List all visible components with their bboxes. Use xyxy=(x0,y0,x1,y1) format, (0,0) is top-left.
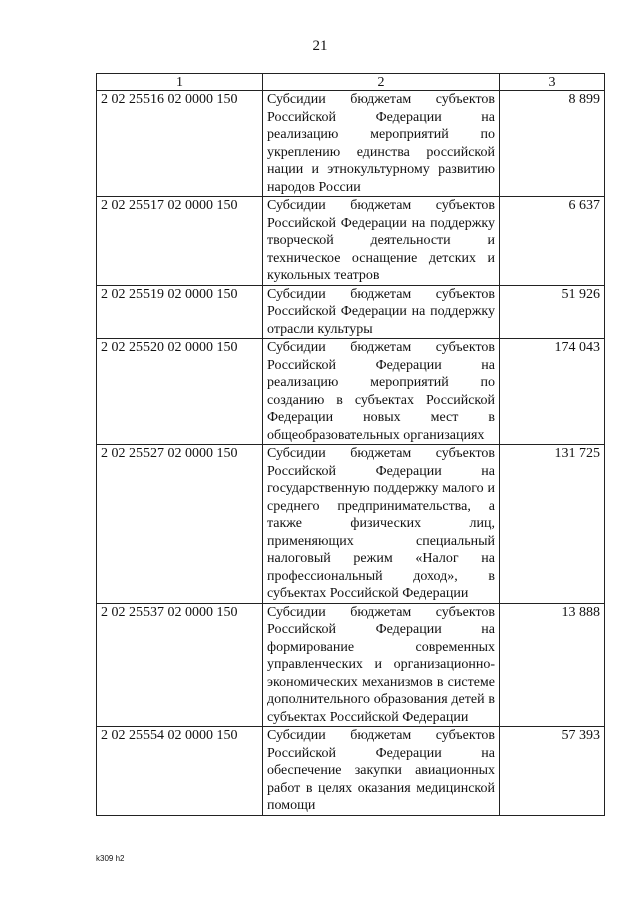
table-row xyxy=(97,197,605,286)
budget-code: 2 02 25554 02 0000 150 xyxy=(97,727,263,816)
subsidy-description: Субсидии бюджетам субъектов Российской Федерации на обеспечение закупки авиационных работ в целях оказания медицинской помощи xyxy=(263,727,500,816)
subsidy-description: Субсидии бюджетам субъектов Российской Федерации на поддержку отрасли культуры xyxy=(263,285,500,339)
column-header-2: 2 xyxy=(263,74,500,91)
table-row xyxy=(97,603,605,727)
table-row xyxy=(97,445,605,604)
budget-code: 2 02 25537 02 0000 150 xyxy=(97,603,263,727)
table-row xyxy=(97,339,605,445)
footer-code: k309 h2 xyxy=(96,854,125,863)
budget-code: 2 02 25517 02 0000 150 xyxy=(97,197,263,286)
amount: 8 899 xyxy=(500,91,605,197)
table-body xyxy=(97,91,605,816)
column-header-3: 3 xyxy=(500,74,605,91)
amount: 174 043 xyxy=(500,339,605,445)
budget-code: 2 02 25520 02 0000 150 xyxy=(97,339,263,445)
table-row xyxy=(97,727,605,816)
subsidy-description: Субсидии бюджетам субъектов Российской Федерации на реализацию мероприятий по созданию в субъектах Российской Федерации новых мест в общеобразовательных организациях xyxy=(263,339,500,445)
column-header-1: 1 xyxy=(97,74,263,91)
subsidy-description: Субсидии бюджетам субъектов Российской Федерации на формирование современных управленческих и организационно-экономических механизмов в системе дополнительного образования детей в субъектах Российской Федерации xyxy=(263,603,500,727)
budget-code: 2 02 25527 02 0000 150 xyxy=(97,445,263,604)
amount: 57 393 xyxy=(500,727,605,816)
amount: 13 888 xyxy=(500,603,605,727)
amount: 131 725 xyxy=(500,445,605,604)
subsidy-description: Субсидии бюджетам субъектов Российской Федерации на поддержку творческой деятельности и техническое оснащение детских и кукольных театров xyxy=(263,197,500,286)
budget-code: 2 02 25519 02 0000 150 xyxy=(97,285,263,339)
subsidy-description: Субсидии бюджетам субъектов Российской Федерации на государственную поддержку малого и среднего предпринимательства, а также физических лиц, применяющих специальный налоговый режим «Налог на профессиональный доход», в субъектах Российской Федерации xyxy=(263,445,500,604)
header-row xyxy=(97,74,605,91)
budget-table xyxy=(96,73,605,816)
table-header xyxy=(97,74,605,91)
budget-code: 2 02 25516 02 0000 150 xyxy=(97,91,263,197)
amount: 6 637 xyxy=(500,197,605,286)
table-row xyxy=(97,91,605,197)
subsidy-description: Субсидии бюджетам субъектов Российской Федерации на реализацию мероприятий по укреплению единства российской нации и этнокультурному развитию народов России xyxy=(263,91,500,197)
page-number: 21 xyxy=(312,38,328,54)
amount: 51 926 xyxy=(500,285,605,339)
table-row xyxy=(97,285,605,339)
